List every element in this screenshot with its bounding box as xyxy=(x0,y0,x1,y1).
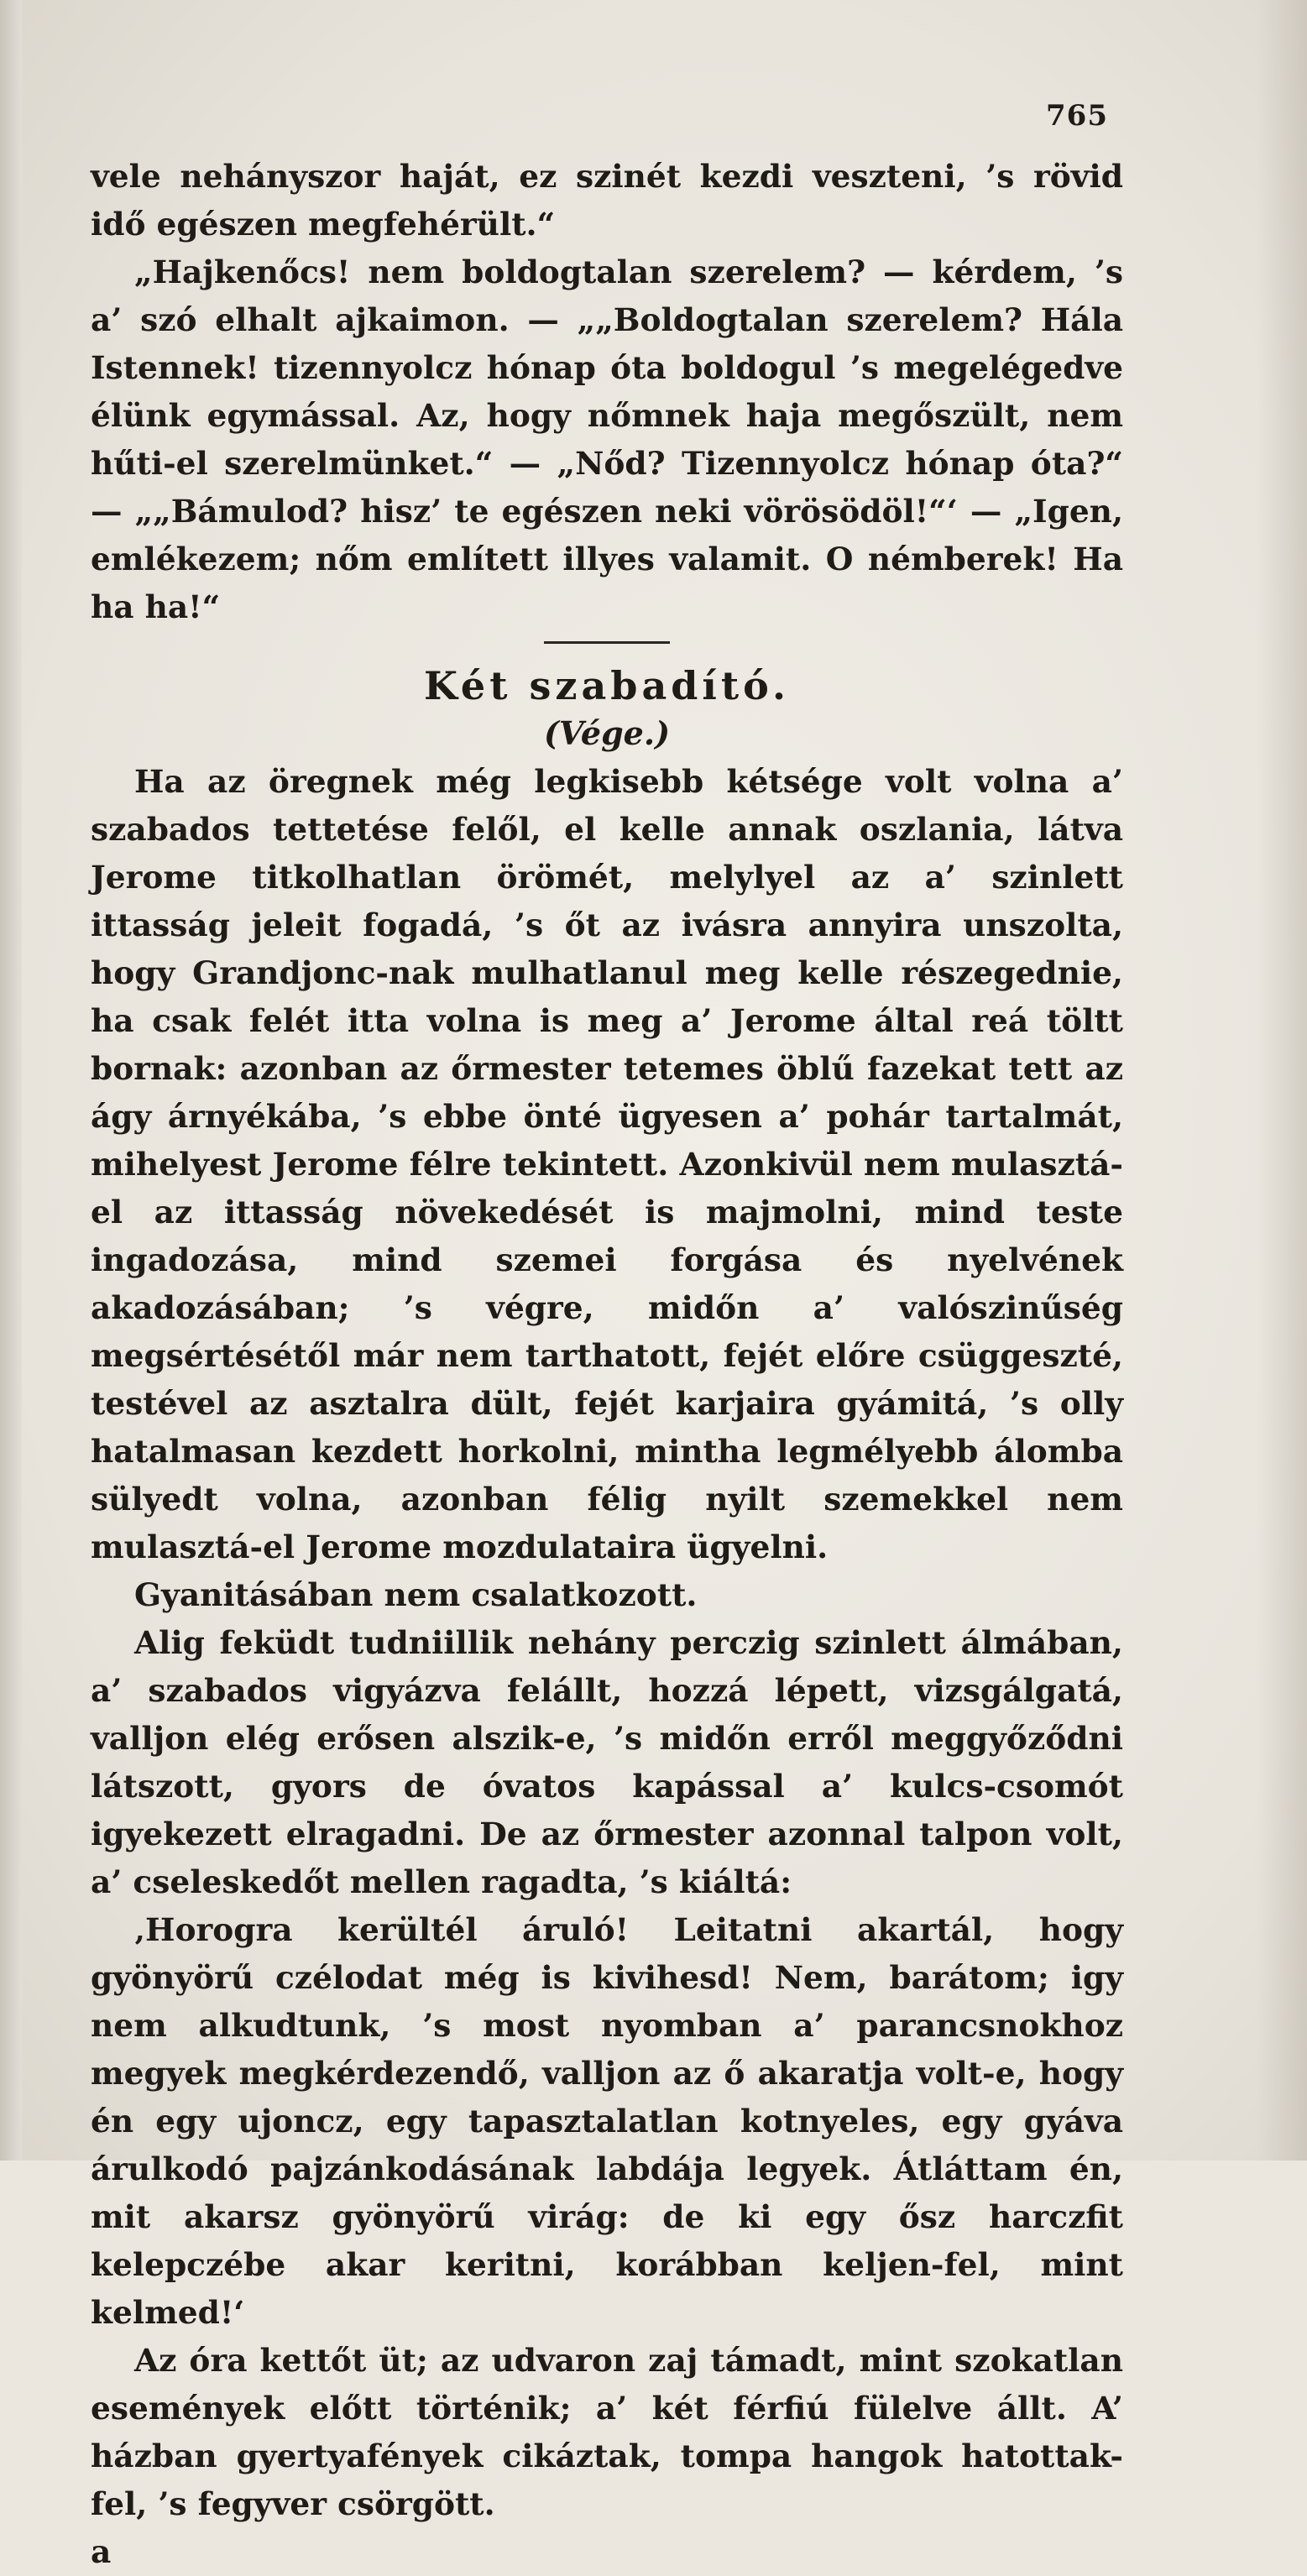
page-spine-shadow xyxy=(0,0,22,2161)
body-paragraph-2: Gyanitásában nem csalatkozott. xyxy=(134,1576,698,1613)
body-paragraph-1: Ha az öregnek még legkisebb kétsége volt volna a’ szabados tettetése felől, el kelle annak oszlania, látva Jerome titkolhatlan örömét, melylyel az a’ szinlett ittasság jeleit fogadá, ’s őt az ivásra annyira unszolta, hogy Grandjonc-nak mulhatlanul meg kelle részegednie, ha csak felét itta volna is meg a’ Jerome által reá töltt bornak: azonban az őrmester tetemes öblű fazekat tett az ágy árnyékába, ’s ebbe önté ügyesen a’ pohár tartalmát, mihelyest Jerome félre tekintett. Azonkivül nem mulasztá-el az ittasság növekedését is majmolni, mind teste ingadozása, mind szemei forgása és nyelvének akadozásában; ’s végre, midőn a’ valószinűség megsértésétől már nem tarthatott, fejét előre csüggeszté, testével az asztalra dült, fejét karjaira gyámitá, ’s olly hatalmasan kezdett horkolni, mintha legmélyebb álomba sülyedt volna, azonban félig nyilt szemekkel nem mulasztá-el Jerome mozdulataira ügyelni. xyxy=(91,763,1123,1565)
body-paragraph-5: Az óra kettőt üt; az udvaron zaj támadt, mint szokatlan események előtt történik; a’ két férfiú fülelve állt. A’ házban gyertyafények cikáztak, tompa hangok hatottak-fel, ’s fegyver csörgött. xyxy=(91,2342,1123,2522)
text-column xyxy=(91,153,1123,2576)
section-divider xyxy=(544,641,670,644)
body-paragraph-3: Alig feküdt tudniillik nehány perczig szinlett álmában, a’ szabados vigyázva felállt, hozzá lépett, vizsgálgatá, valljon elég erősen alszik-e, ’s midőn erről meggyőződni látszott, gyors de óvatos kapással a’ kulcs-csomót igyekezett elragadni. De az őrmester azonnal talpon volt, a’ cseleskedőt mellen ragadta, ’s kiáltá: xyxy=(91,1624,1123,1900)
intro-paragraph-1: vele nehányszor haját, ez szinét kezdi veszteni, ’s rövid idő egészen megfehérült.“ xyxy=(91,158,1123,243)
body-paragraph-4: ‚Horogra kerültél áruló! Leitatni akartál, hogy gyönyörű czélodat még is kivihesd! Nem, barátom; igy nem alkudtunk, ’s most nyomban a’ parancsnokhoz megyek megkérdezendő, valljon az ő akaratja volt-e, hogy én egy ujoncz, egy tapasztalatlan kotnyeles, egy gyáva árulkodó pajzánkodásának labdája legyek. Átláttam én, mit akarsz gyönyörű virág: de ki egy ősz harczfit kelepczébe akar keritni, korábban keljen-fel, mint kelmed!‘ xyxy=(91,1911,1123,2331)
page-number: 765 xyxy=(1046,99,1108,133)
chapter-subtitle: (Vége.) xyxy=(543,714,671,752)
intro-paragraph-2: „Hajkenőcs! nem boldogtalan szerelem? — kérdem, ’s a’ szó elhalt ajkaimon. — „„Boldogtalan szerelem? Hála Istennek! tizennyolcz hónap óta boldogul ’s megelégedve élünk egymással. Az, hogy nőmnek haja megőszült, nem hűti-el szerelmünket.“ — „Nőd? Tizennyolcz hónap óta?“ — „„Bámulod? hisz’ te egészen neki vörösödöl!“‘ — „Igen, emlékezem; nőm említett illyes valamit. O némberek! Ha ha ha!“ xyxy=(91,253,1123,625)
chapter-title: Két szabadító. xyxy=(423,663,791,708)
page-edge-shadow xyxy=(1257,0,1307,2161)
catchword: a xyxy=(91,2533,112,2570)
